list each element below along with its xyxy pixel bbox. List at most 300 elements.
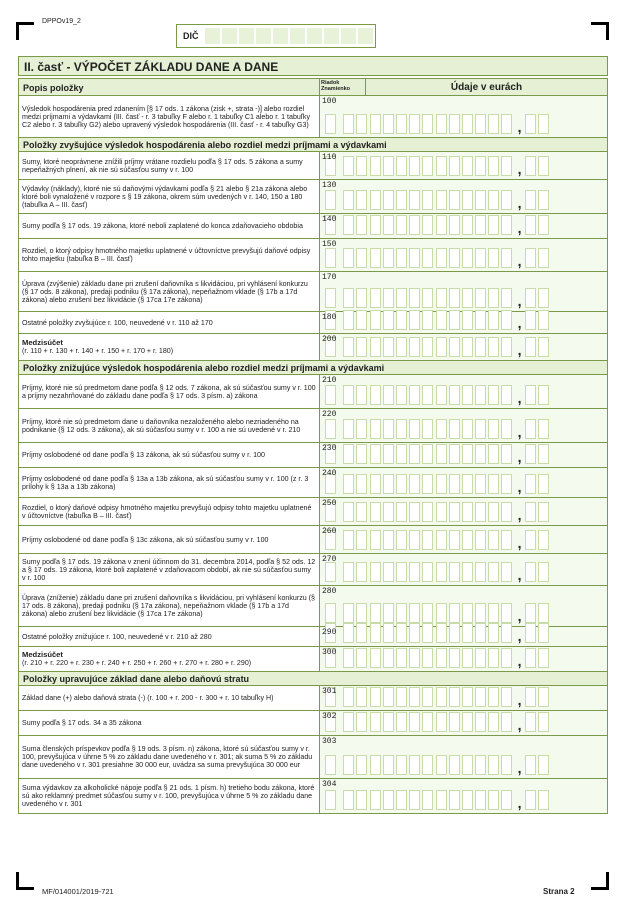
amount-field[interactable] (320, 686, 607, 710)
dic-digit[interactable] (256, 28, 271, 44)
digit-cell[interactable] (462, 156, 473, 176)
digit-cell[interactable] (343, 444, 354, 464)
digit-cell[interactable] (396, 288, 407, 308)
digit-cell[interactable] (343, 190, 354, 210)
digit-cell[interactable] (449, 444, 460, 464)
digit-cell[interactable] (449, 337, 460, 357)
digit-cell[interactable] (449, 114, 460, 134)
digit-cell[interactable] (356, 648, 367, 668)
digit-cell[interactable] (343, 156, 354, 176)
digit-cell[interactable] (475, 687, 486, 707)
digit-cell[interactable] (356, 385, 367, 405)
decimal-cell[interactable] (525, 419, 536, 439)
digit-cell[interactable] (409, 474, 420, 494)
decimal-cell[interactable] (525, 114, 536, 134)
digit-cell[interactable] (475, 215, 486, 235)
digit-cell[interactable] (370, 156, 381, 176)
decimal-cell[interactable] (538, 310, 549, 330)
digit-cell[interactable] (396, 502, 407, 522)
amount-field[interactable] (320, 554, 607, 585)
digit-cell[interactable] (436, 337, 447, 357)
amount-field[interactable] (320, 312, 607, 333)
digit-cell[interactable] (356, 790, 367, 810)
digit-cell[interactable] (501, 215, 512, 235)
digit-cell[interactable] (422, 790, 433, 810)
digit-cell[interactable] (383, 790, 394, 810)
decimal-cell[interactable] (525, 648, 536, 668)
digit-cell[interactable] (501, 248, 512, 268)
digit-cell[interactable] (396, 755, 407, 775)
digit-cell[interactable] (370, 114, 381, 134)
digit-cell[interactable] (462, 755, 473, 775)
digit-cell[interactable] (462, 623, 473, 643)
amount-field[interactable] (320, 214, 607, 238)
decimal-cell[interactable] (525, 156, 536, 176)
digit-cell[interactable] (409, 790, 420, 810)
digit-cell[interactable] (409, 687, 420, 707)
digit-cell[interactable] (475, 530, 486, 550)
digit-cell[interactable] (449, 790, 460, 810)
digit-cell[interactable] (343, 114, 354, 134)
digit-cell[interactable] (370, 190, 381, 210)
digit-cell[interactable] (370, 790, 381, 810)
digit-cell[interactable] (422, 215, 433, 235)
digit-cell[interactable] (343, 648, 354, 668)
digit-cell[interactable] (422, 444, 433, 464)
amount-field[interactable] (320, 586, 607, 626)
digit-cell[interactable] (436, 755, 447, 775)
digit-cell[interactable] (462, 215, 473, 235)
digit-cell[interactable] (383, 530, 394, 550)
digit-cell[interactable] (475, 623, 486, 643)
digit-cell[interactable] (409, 755, 420, 775)
decimal-cell[interactable] (538, 712, 549, 732)
digit-cell[interactable] (488, 248, 499, 268)
digit-cell[interactable] (409, 419, 420, 439)
digit-cell[interactable] (396, 530, 407, 550)
digit-cell[interactable] (409, 444, 420, 464)
digit-cell[interactable] (501, 712, 512, 732)
decimal-cell[interactable] (538, 248, 549, 268)
decimal-cell[interactable] (538, 623, 549, 643)
digit-cell[interactable] (422, 755, 433, 775)
digit-cell[interactable] (370, 562, 381, 582)
digit-cell[interactable] (356, 623, 367, 643)
digit-cell[interactable] (356, 114, 367, 134)
digit-cell[interactable] (383, 248, 394, 268)
digit-cell[interactable] (501, 687, 512, 707)
digit-cell[interactable] (356, 248, 367, 268)
digit-cell[interactable] (475, 790, 486, 810)
digit-cell[interactable] (449, 502, 460, 522)
digit-cell[interactable] (488, 385, 499, 405)
digit-cell[interactable] (383, 288, 394, 308)
digit-cell[interactable] (436, 530, 447, 550)
amount-field[interactable] (320, 375, 607, 408)
decimal-cell[interactable] (538, 114, 549, 134)
digit-cell[interactable] (370, 419, 381, 439)
digit-cell[interactable] (343, 310, 354, 330)
decimal-cell[interactable] (525, 603, 536, 623)
digit-cell[interactable] (436, 385, 447, 405)
digit-cell[interactable] (409, 530, 420, 550)
amount-field[interactable] (320, 779, 607, 813)
digit-cell[interactable] (383, 156, 394, 176)
digit-cell[interactable] (409, 114, 420, 134)
digit-cell[interactable] (356, 712, 367, 732)
digit-cell[interactable] (370, 502, 381, 522)
digit-cell[interactable] (343, 712, 354, 732)
digit-cell[interactable] (436, 502, 447, 522)
digit-cell[interactable] (383, 337, 394, 357)
digit-cell[interactable] (488, 712, 499, 732)
digit-cell[interactable] (436, 603, 447, 623)
dic-digit[interactable] (307, 28, 322, 44)
decimal-cell[interactable] (538, 562, 549, 582)
digit-cell[interactable] (343, 755, 354, 775)
digit-cell[interactable] (462, 444, 473, 464)
digit-cell[interactable] (383, 623, 394, 643)
dic-digit[interactable] (341, 28, 356, 44)
digit-cell[interactable] (488, 114, 499, 134)
digit-cell[interactable] (501, 755, 512, 775)
digit-cell[interactable] (436, 474, 447, 494)
digit-cell[interactable] (449, 419, 460, 439)
digit-cell[interactable] (396, 474, 407, 494)
digit-cell[interactable] (396, 310, 407, 330)
digit-cell[interactable] (396, 419, 407, 439)
dic-field[interactable] (176, 24, 376, 48)
digit-cell[interactable] (501, 288, 512, 308)
sign-cell[interactable] (325, 603, 336, 623)
decimal-cell[interactable] (538, 288, 549, 308)
decimal-cell[interactable] (538, 755, 549, 775)
digit-cell[interactable] (501, 474, 512, 494)
digit-cell[interactable] (475, 288, 486, 308)
dic-boxes[interactable] (205, 28, 375, 44)
amount-field[interactable] (320, 96, 607, 137)
digit-cell[interactable] (370, 530, 381, 550)
sign-cell[interactable] (325, 114, 336, 134)
digit-cell[interactable] (409, 337, 420, 357)
digit-cell[interactable] (475, 648, 486, 668)
digit-cell[interactable] (488, 310, 499, 330)
digit-cell[interactable] (449, 385, 460, 405)
digit-cell[interactable] (436, 288, 447, 308)
digit-cell[interactable] (436, 156, 447, 176)
sign-cell[interactable] (325, 248, 336, 268)
amount-field[interactable] (320, 409, 607, 442)
decimal-cell[interactable] (538, 444, 549, 464)
digit-cell[interactable] (501, 623, 512, 643)
digit-cell[interactable] (475, 248, 486, 268)
digit-cell[interactable] (449, 288, 460, 308)
digit-cell[interactable] (356, 419, 367, 439)
decimal-cell[interactable] (538, 337, 549, 357)
digit-cell[interactable] (422, 310, 433, 330)
digit-cell[interactable] (462, 337, 473, 357)
digit-cell[interactable] (356, 190, 367, 210)
digit-cell[interactable] (462, 530, 473, 550)
digit-cell[interactable] (501, 337, 512, 357)
decimal-cell[interactable] (525, 502, 536, 522)
decimal-cell[interactable] (538, 156, 549, 176)
digit-cell[interactable] (383, 310, 394, 330)
digit-cell[interactable] (370, 687, 381, 707)
amount-field[interactable] (320, 468, 607, 497)
digit-cell[interactable] (396, 562, 407, 582)
digit-cell[interactable] (462, 310, 473, 330)
digit-cell[interactable] (356, 156, 367, 176)
digit-cell[interactable] (488, 687, 499, 707)
digit-cell[interactable] (449, 156, 460, 176)
dic-digit[interactable] (205, 28, 220, 44)
amount-field[interactable] (320, 272, 607, 311)
digit-cell[interactable] (343, 248, 354, 268)
decimal-cell[interactable] (538, 215, 549, 235)
digit-cell[interactable] (462, 603, 473, 623)
digit-cell[interactable] (501, 502, 512, 522)
digit-cell[interactable] (356, 215, 367, 235)
decimal-cell[interactable] (525, 755, 536, 775)
digit-cell[interactable] (475, 712, 486, 732)
digit-cell[interactable] (436, 623, 447, 643)
digit-cell[interactable] (449, 310, 460, 330)
digit-cell[interactable] (356, 687, 367, 707)
digit-cell[interactable] (343, 288, 354, 308)
amount-field[interactable] (320, 647, 607, 671)
amount-field[interactable] (320, 334, 607, 360)
decimal-cell[interactable] (538, 530, 549, 550)
digit-cell[interactable] (462, 385, 473, 405)
decimal-cell[interactable] (538, 385, 549, 405)
digit-cell[interactable] (462, 248, 473, 268)
digit-cell[interactable] (475, 474, 486, 494)
digit-cell[interactable] (409, 562, 420, 582)
digit-cell[interactable] (501, 190, 512, 210)
digit-cell[interactable] (422, 156, 433, 176)
decimal-cell[interactable] (538, 474, 549, 494)
decimal-cell[interactable] (538, 502, 549, 522)
digit-cell[interactable] (475, 444, 486, 464)
digit-cell[interactable] (449, 603, 460, 623)
digit-cell[interactable] (422, 385, 433, 405)
digit-cell[interactable] (488, 288, 499, 308)
digit-cell[interactable] (356, 444, 367, 464)
digit-cell[interactable] (462, 288, 473, 308)
digit-cell[interactable] (370, 310, 381, 330)
amount-field[interactable] (320, 736, 607, 778)
digit-cell[interactable] (488, 623, 499, 643)
digit-cell[interactable] (488, 603, 499, 623)
digit-cell[interactable] (462, 474, 473, 494)
digit-cell[interactable] (396, 648, 407, 668)
digit-cell[interactable] (370, 474, 381, 494)
digit-cell[interactable] (409, 623, 420, 643)
digit-cell[interactable] (475, 755, 486, 775)
digit-cell[interactable] (343, 337, 354, 357)
digit-cell[interactable] (475, 114, 486, 134)
digit-cell[interactable] (383, 755, 394, 775)
decimal-cell[interactable] (525, 248, 536, 268)
digit-cell[interactable] (356, 603, 367, 623)
decimal-cell[interactable] (525, 712, 536, 732)
digit-cell[interactable] (462, 790, 473, 810)
digit-cell[interactable] (383, 502, 394, 522)
digit-cell[interactable] (488, 562, 499, 582)
sign-cell[interactable] (325, 755, 336, 775)
decimal-cell[interactable] (525, 562, 536, 582)
digit-cell[interactable] (501, 562, 512, 582)
digit-cell[interactable] (475, 385, 486, 405)
digit-cell[interactable] (462, 114, 473, 134)
digit-cell[interactable] (422, 562, 433, 582)
digit-cell[interactable] (475, 603, 486, 623)
decimal-cell[interactable] (538, 190, 549, 210)
digit-cell[interactable] (422, 474, 433, 494)
digit-cell[interactable] (488, 790, 499, 810)
digit-cell[interactable] (475, 562, 486, 582)
digit-cell[interactable] (436, 419, 447, 439)
digit-cell[interactable] (436, 790, 447, 810)
digit-cell[interactable] (370, 385, 381, 405)
digit-cell[interactable] (488, 215, 499, 235)
digit-cell[interactable] (449, 623, 460, 643)
decimal-cell[interactable] (525, 474, 536, 494)
digit-cell[interactable] (462, 712, 473, 732)
decimal-cell[interactable] (538, 603, 549, 623)
sign-cell[interactable] (325, 385, 336, 405)
sign-cell[interactable] (325, 562, 336, 582)
digit-cell[interactable] (462, 190, 473, 210)
dic-digit[interactable] (273, 28, 288, 44)
sign-cell[interactable] (325, 288, 336, 308)
decimal-cell[interactable] (525, 530, 536, 550)
digit-cell[interactable] (501, 419, 512, 439)
decimal-cell[interactable] (525, 385, 536, 405)
decimal-cell[interactable] (525, 337, 536, 357)
digit-cell[interactable] (383, 190, 394, 210)
digit-cell[interactable] (462, 687, 473, 707)
digit-cell[interactable] (436, 712, 447, 732)
digit-cell[interactable] (343, 623, 354, 643)
digit-cell[interactable] (343, 502, 354, 522)
decimal-cell[interactable] (525, 310, 536, 330)
digit-cell[interactable] (422, 114, 433, 134)
decimal-cell[interactable] (538, 419, 549, 439)
digit-cell[interactable] (501, 648, 512, 668)
digit-cell[interactable] (449, 215, 460, 235)
digit-cell[interactable] (422, 419, 433, 439)
digit-cell[interactable] (449, 248, 460, 268)
digit-cell[interactable] (370, 648, 381, 668)
digit-cell[interactable] (449, 755, 460, 775)
digit-cell[interactable] (501, 385, 512, 405)
digit-cell[interactable] (409, 156, 420, 176)
digit-cell[interactable] (422, 530, 433, 550)
digit-cell[interactable] (356, 474, 367, 494)
digit-cell[interactable] (383, 444, 394, 464)
digit-cell[interactable] (422, 623, 433, 643)
digit-cell[interactable] (383, 419, 394, 439)
digit-cell[interactable] (475, 337, 486, 357)
digit-cell[interactable] (475, 190, 486, 210)
digit-cell[interactable] (356, 755, 367, 775)
amount-field[interactable] (320, 443, 607, 467)
decimal-cell[interactable] (525, 444, 536, 464)
digit-cell[interactable] (396, 248, 407, 268)
dic-digit[interactable] (222, 28, 237, 44)
amount-field[interactable] (320, 239, 607, 271)
decimal-cell[interactable] (525, 687, 536, 707)
digit-cell[interactable] (370, 444, 381, 464)
digit-cell[interactable] (396, 623, 407, 643)
digit-cell[interactable] (396, 337, 407, 357)
digit-cell[interactable] (370, 215, 381, 235)
digit-cell[interactable] (370, 603, 381, 623)
digit-cell[interactable] (409, 215, 420, 235)
digit-cell[interactable] (356, 562, 367, 582)
digit-cell[interactable] (422, 248, 433, 268)
amount-field[interactable] (320, 711, 607, 735)
digit-cell[interactable] (356, 502, 367, 522)
digit-cell[interactable] (436, 215, 447, 235)
digit-cell[interactable] (396, 444, 407, 464)
digit-cell[interactable] (501, 790, 512, 810)
digit-cell[interactable] (343, 687, 354, 707)
dic-digit[interactable] (358, 28, 373, 44)
digit-cell[interactable] (343, 419, 354, 439)
decimal-cell[interactable] (525, 790, 536, 810)
digit-cell[interactable] (488, 755, 499, 775)
decimal-cell[interactable] (538, 790, 549, 810)
digit-cell[interactable] (449, 687, 460, 707)
digit-cell[interactable] (383, 474, 394, 494)
digit-cell[interactable] (409, 190, 420, 210)
digit-cell[interactable] (396, 687, 407, 707)
digit-cell[interactable] (436, 648, 447, 668)
dic-digit[interactable] (324, 28, 339, 44)
digit-cell[interactable] (396, 215, 407, 235)
digit-cell[interactable] (370, 755, 381, 775)
digit-cell[interactable] (370, 623, 381, 643)
digit-cell[interactable] (396, 385, 407, 405)
decimal-cell[interactable] (525, 190, 536, 210)
digit-cell[interactable] (422, 502, 433, 522)
digit-cell[interactable] (488, 444, 499, 464)
digit-cell[interactable] (343, 530, 354, 550)
digit-cell[interactable] (356, 337, 367, 357)
digit-cell[interactable] (343, 562, 354, 582)
digit-cell[interactable] (383, 712, 394, 732)
digit-cell[interactable] (462, 502, 473, 522)
digit-cell[interactable] (422, 712, 433, 732)
digit-cell[interactable] (383, 114, 394, 134)
digit-cell[interactable] (475, 502, 486, 522)
sign-cell[interactable] (325, 419, 336, 439)
digit-cell[interactable] (383, 687, 394, 707)
digit-cell[interactable] (475, 310, 486, 330)
digit-cell[interactable] (501, 444, 512, 464)
digit-cell[interactable] (409, 248, 420, 268)
digit-cell[interactable] (462, 419, 473, 439)
digit-cell[interactable] (370, 337, 381, 357)
digit-cell[interactable] (475, 419, 486, 439)
digit-cell[interactable] (396, 790, 407, 810)
digit-cell[interactable] (356, 310, 367, 330)
digit-cell[interactable] (383, 562, 394, 582)
digit-cell[interactable] (436, 687, 447, 707)
